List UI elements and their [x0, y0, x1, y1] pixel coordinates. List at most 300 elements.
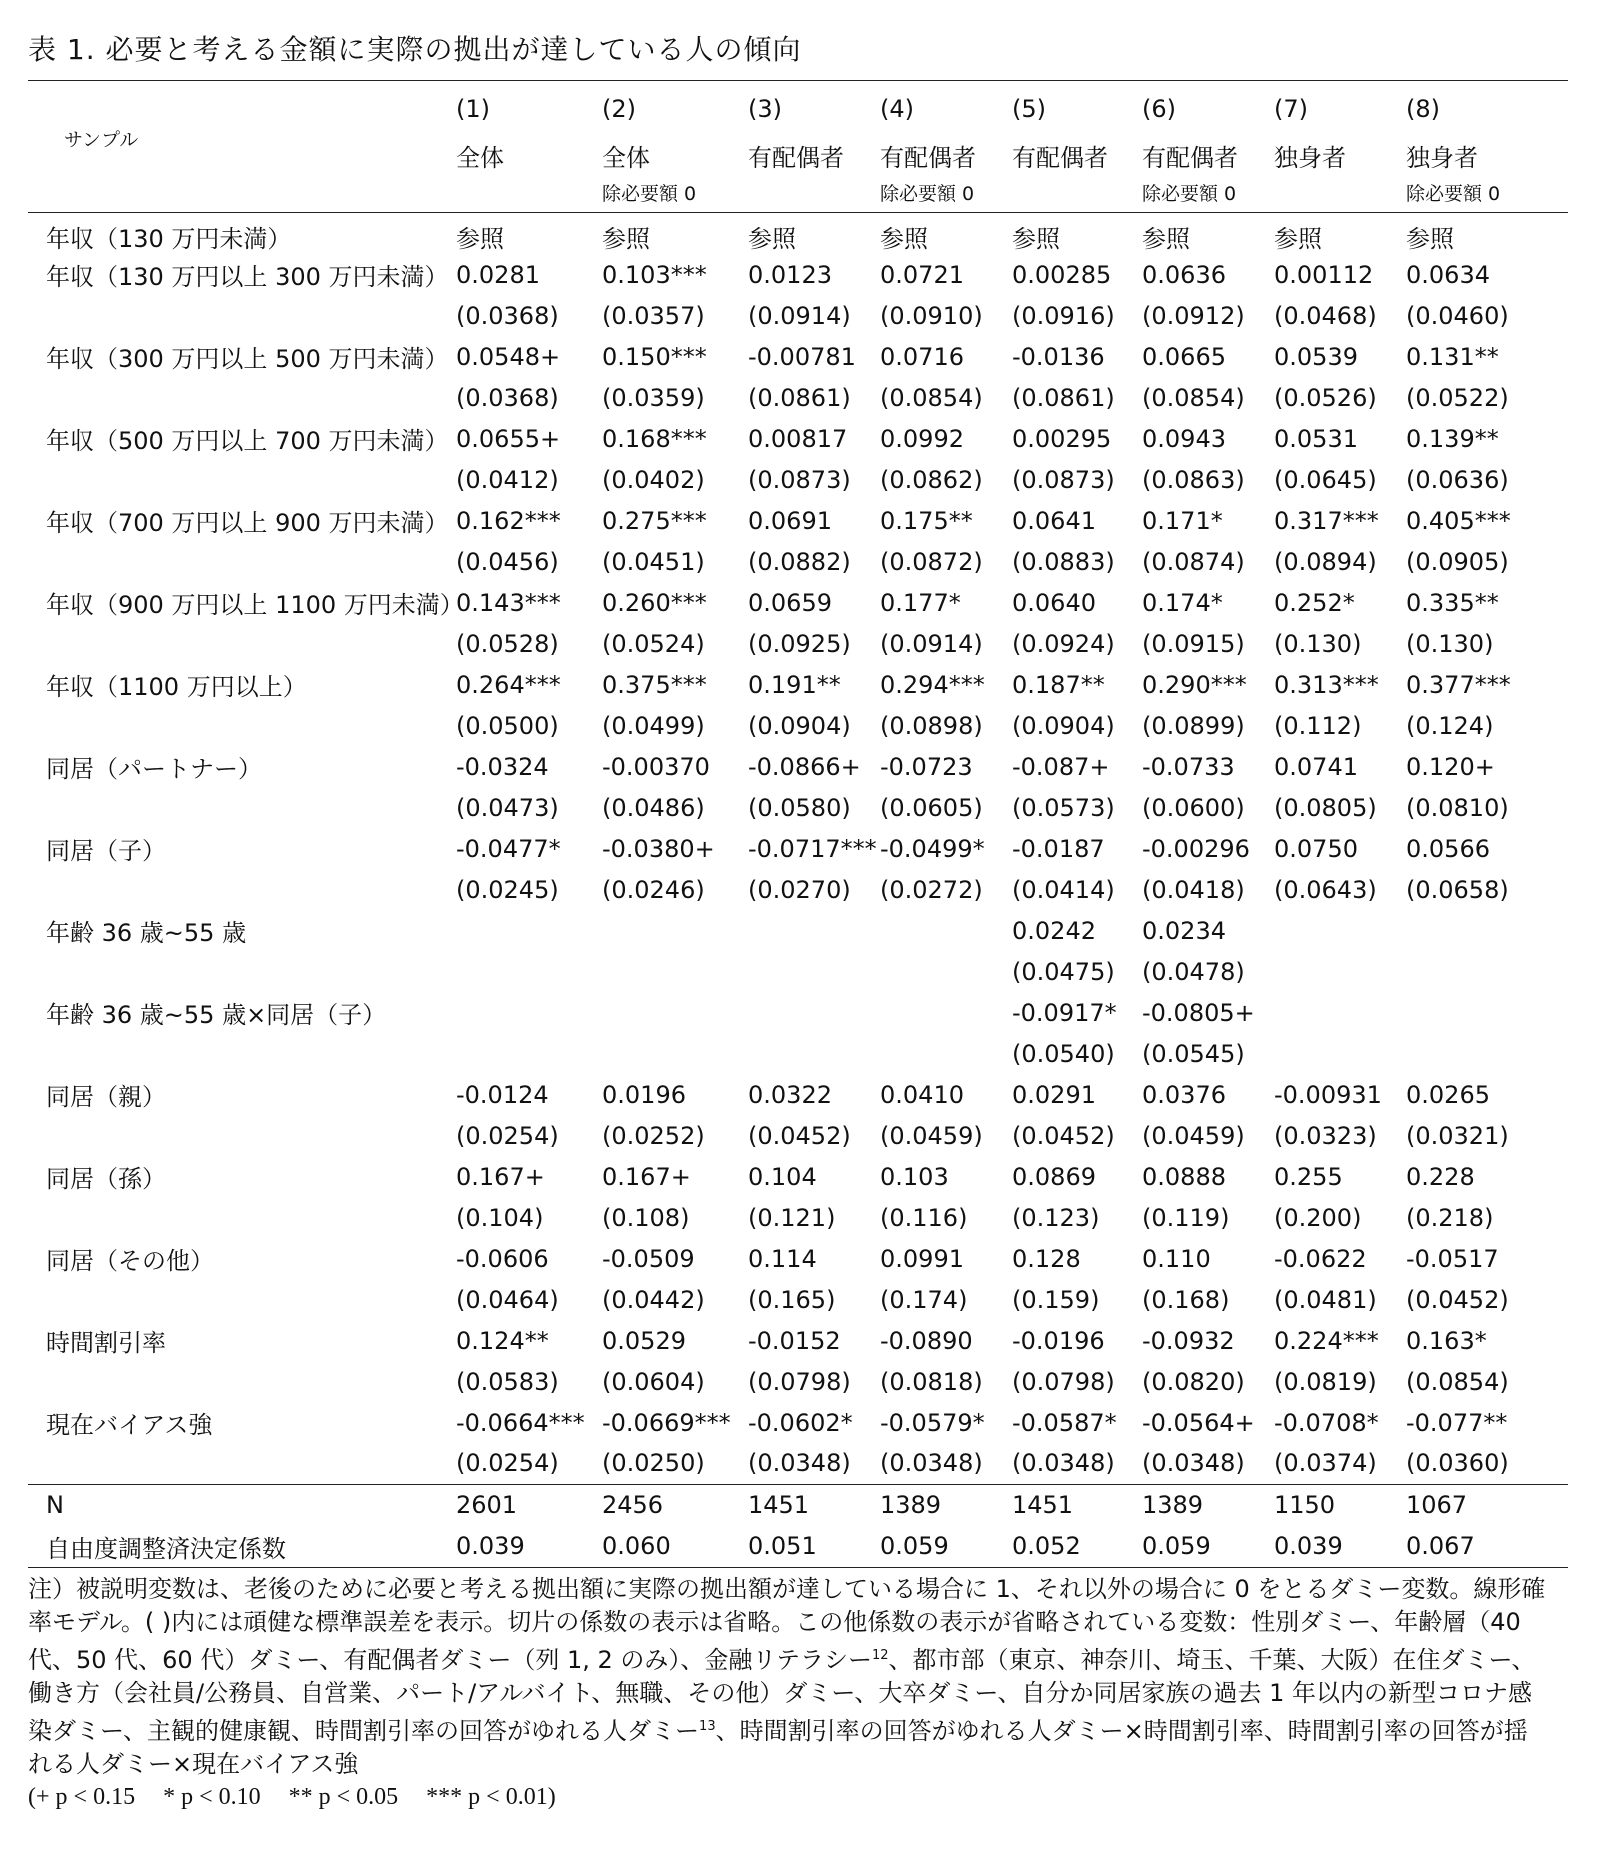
coef-cell: -0.0380+: [602, 834, 715, 863]
column-sub-label: [1012, 173, 1142, 213]
se-cell: [880, 1033, 1012, 1074]
stat-row: [28, 1484, 1568, 1526]
coef-cell: -0.0587*: [1012, 1408, 1117, 1437]
stat-cell: 0.067: [1406, 1526, 1568, 1568]
stat-cell: 1067: [1406, 1484, 1568, 1526]
se-cell: (0.200): [1274, 1203, 1362, 1232]
column-sub-label: [456, 173, 602, 213]
row-label: 同居（子）: [46, 837, 166, 865]
column-number: (3): [748, 81, 880, 124]
coef-cell: [456, 910, 602, 951]
se-cell: (0.0854): [1406, 1367, 1509, 1396]
column-sub-label: [748, 173, 880, 213]
se-cell: (0.0464): [456, 1285, 559, 1314]
se-cell: (0.168): [1142, 1285, 1230, 1314]
row-label: 時間割引率: [46, 1329, 166, 1357]
sample-label: サンプル: [64, 128, 139, 151]
footnote-ref: 12: [871, 1648, 889, 1663]
se-cell: (0.0818): [880, 1367, 983, 1396]
se-cell: [1274, 1033, 1406, 1074]
se-cell: [602, 951, 748, 992]
se-cell: (0.0600): [1142, 793, 1245, 822]
column-sample-label: 独身者: [1274, 144, 1346, 172]
coef-cell: 0.377***: [1406, 670, 1511, 699]
stat-cell: 1150: [1274, 1484, 1406, 1526]
se-cell: (0.0468): [1274, 301, 1377, 330]
coef-cell: 0.224***: [1274, 1326, 1379, 1355]
se-cell: (0.116): [880, 1203, 968, 1232]
coef-row: [28, 1320, 1568, 1361]
stat-cell: 1451: [1012, 1484, 1142, 1526]
se-cell: (0.0254): [456, 1121, 559, 1150]
coef-cell: -0.0517: [1406, 1244, 1499, 1273]
row-label: 年収（1100 万円以上）: [46, 673, 307, 701]
sig-level: ** p < 0.05: [288, 1784, 399, 1810]
se-cell: (0.0863): [1142, 465, 1245, 494]
column-number: (7): [1274, 81, 1406, 124]
se-cell: (0.123): [1012, 1203, 1100, 1232]
se-cell: (0.0526): [1274, 383, 1377, 412]
se-cell: (0.0499): [602, 711, 705, 740]
se-cell: (0.0486): [602, 793, 705, 822]
coef-cell: 0.0665: [1142, 342, 1226, 371]
coef-cell: [456, 992, 602, 1033]
regression-table: [28, 80, 1568, 1568]
coef-cell: [602, 910, 748, 951]
row-label-empty: [28, 1361, 456, 1402]
significance-legend: [28, 1781, 1548, 1814]
coef-cell: 0.00285: [1012, 260, 1112, 289]
se-row: [28, 541, 1568, 582]
coef-cell: -0.0602*: [748, 1408, 853, 1437]
coef-row: [28, 336, 1568, 377]
coef-cell: 0.252*: [1274, 588, 1355, 617]
stat-cell: 0.060: [602, 1526, 748, 1568]
coef-cell: 0.0716: [880, 342, 964, 371]
se-cell: (0.0481): [1274, 1285, 1377, 1314]
coef-cell: 0.162***: [456, 506, 561, 535]
se-cell: (0.0456): [456, 547, 559, 576]
se-row: [28, 787, 1568, 828]
coef-cell: -0.00296: [1142, 834, 1250, 863]
coef-cell: 0.0641: [1012, 506, 1096, 535]
stat-cell: 0.039: [1274, 1526, 1406, 1568]
row-label: 同居（その他）: [46, 1247, 214, 1275]
column-number: (8): [1406, 81, 1568, 124]
note-text: [28, 1573, 1548, 1781]
row-label-empty: [28, 1443, 456, 1484]
se-cell: (0.0904): [1012, 711, 1115, 740]
se-cell: (0.108): [602, 1203, 690, 1232]
coef-row: [28, 418, 1568, 459]
row-label: 同居（親）: [46, 1083, 166, 1111]
se-cell: (0.0882): [748, 547, 851, 576]
row-label: 年収（300 万円以上 500 万円未満）: [46, 345, 449, 373]
coef-cell: 0.0741: [1274, 752, 1358, 781]
se-cell: (0.0374): [1274, 1449, 1377, 1478]
se-cell: (0.0873): [1012, 465, 1115, 494]
coef-cell: 0.375***: [602, 670, 707, 699]
coef-cell: -0.0477*: [456, 834, 561, 863]
table-title: 表 1. 必要と考える金額に実際の拠出が達している人の傾向: [28, 33, 802, 66]
coef-cell: 0.0196: [602, 1080, 686, 1109]
se-cell: (0.0643): [1274, 875, 1377, 904]
table-note: [28, 1573, 1548, 1814]
se-cell: (0.0854): [880, 383, 983, 412]
coef-row: [28, 1074, 1568, 1115]
se-cell: (0.0805): [1274, 793, 1377, 822]
coef-cell: -0.0717***: [748, 834, 877, 863]
stat-cell: 1451: [748, 1484, 880, 1526]
se-cell: (0.0915): [1142, 629, 1245, 658]
se-cell: [880, 951, 1012, 992]
se-cell: (0.0819): [1274, 1367, 1377, 1396]
coef-cell: 0.171*: [1142, 506, 1223, 535]
coef-cell: 0.0659: [748, 588, 832, 617]
se-cell: (0.0820): [1142, 1367, 1245, 1396]
se-cell: (0.0412): [456, 465, 559, 494]
coef-cell: 0.128: [1012, 1244, 1081, 1273]
stat-cell: 0.059: [1142, 1526, 1274, 1568]
coef-cell: -0.0866+: [748, 752, 861, 781]
column-sample-label: 有配偶者: [880, 144, 976, 172]
se-cell: (0.0862): [880, 465, 983, 494]
coef-cell: 0.00295: [1012, 424, 1112, 453]
stat-cell: 0.051: [748, 1526, 880, 1568]
coef-cell: 0.103***: [602, 260, 707, 289]
coef-row: [28, 828, 1568, 869]
coef-cell: 0.228: [1406, 1162, 1475, 1191]
se-cell: [1406, 1033, 1568, 1074]
coef-cell: -0.0579*: [880, 1408, 985, 1437]
column-sample-label: 有配偶者: [748, 144, 844, 172]
se-cell: (0.0368): [456, 383, 559, 412]
coef-cell: -0.0124: [456, 1080, 549, 1109]
column-sample-label: 独身者: [1406, 144, 1478, 172]
se-cell: (0.0916): [1012, 301, 1115, 330]
se-cell: [1274, 951, 1406, 992]
coef-cell: 0.335**: [1406, 588, 1499, 617]
se-cell: (0.0872): [880, 547, 983, 576]
column-sample-label: 全体: [456, 144, 504, 172]
coef-cell: 0.150***: [602, 342, 707, 371]
row-label-empty: [28, 1197, 456, 1238]
coef-cell: 0.264***: [456, 670, 561, 699]
coef-cell: 0.0539: [1274, 342, 1358, 371]
coef-cell: 0.405***: [1406, 506, 1511, 535]
coef-cell: 0.0529: [602, 1326, 686, 1355]
coef-cell: 0.191**: [748, 670, 841, 699]
coef-cell: 0.139**: [1406, 424, 1499, 453]
row-label: 年収（130 万円以上 300 万円未満）: [46, 263, 449, 291]
stat-label: N: [28, 1484, 456, 1526]
coef-cell: -0.0622: [1274, 1244, 1367, 1273]
se-cell: (0.0451): [602, 547, 705, 576]
se-cell: (0.0459): [880, 1121, 983, 1150]
se-cell: (0.0798): [748, 1367, 851, 1396]
coef-row: [28, 992, 1568, 1033]
coef-cell: -0.0917*: [1012, 998, 1117, 1027]
stat-row: [28, 1526, 1568, 1568]
se-cell: [456, 1033, 602, 1074]
coef-cell: 0.0376: [1142, 1080, 1226, 1109]
se-cell: (0.0452): [748, 1121, 851, 1150]
se-cell: (0.124): [1406, 711, 1494, 740]
stat-cell: 2601: [456, 1484, 602, 1526]
stat-cell: 0.052: [1012, 1526, 1142, 1568]
se-cell: (0.0910): [880, 301, 983, 330]
coef-cell: -0.0805+: [1142, 998, 1255, 1027]
coef-cell: -0.0932: [1142, 1326, 1235, 1355]
se-cell: [456, 951, 602, 992]
table-body: [28, 213, 1568, 1568]
se-cell: (0.0348): [748, 1449, 851, 1478]
coef-row: [28, 254, 1568, 295]
row-label: 年収（900 万円以上 1100 万円未満）: [46, 591, 464, 619]
coef-cell: [880, 992, 1012, 1033]
coef-cell: -0.0196: [1012, 1326, 1105, 1355]
row-label-empty: [28, 951, 456, 992]
coef-cell: 0.0281: [456, 260, 540, 289]
coef-cell: -0.0324: [456, 752, 549, 781]
column-sub-label: 除必要額 0: [1142, 173, 1274, 213]
se-cell: (0.159): [1012, 1285, 1100, 1314]
coef-cell: 0.0410: [880, 1080, 964, 1109]
column-sample-label: 有配偶者: [1012, 144, 1108, 172]
coef-cell: -0.0664***: [456, 1408, 585, 1437]
se-cell: (0.0402): [602, 465, 705, 494]
column-sample-label: 全体: [602, 144, 650, 172]
se-row: [28, 1197, 1568, 1238]
se-cell: (0.0925): [748, 629, 851, 658]
coef-cell: 0.313***: [1274, 670, 1379, 699]
se-cell: (0.0321): [1406, 1121, 1509, 1150]
coef-row: [28, 664, 1568, 705]
coef-cell: 0.0566: [1406, 834, 1490, 863]
coef-cell: 0.0123: [748, 260, 832, 289]
se-cell: (0.0605): [880, 793, 983, 822]
coef-cell: -0.0509: [602, 1244, 695, 1273]
se-cell: (0.130): [1274, 629, 1362, 658]
coef-cell: 0.187**: [1012, 670, 1105, 699]
se-cell: (0.0861): [748, 383, 851, 412]
se-cell: (0.0452): [1406, 1285, 1509, 1314]
se-cell: (0.0883): [1012, 547, 1115, 576]
stat-cell: 0.039: [456, 1526, 602, 1568]
coef-cell: 0.255: [1274, 1162, 1343, 1191]
coef-cell: -0.0669***: [602, 1408, 731, 1437]
table-header: [28, 81, 1568, 213]
row-label-empty: [28, 459, 456, 500]
coef-cell: [1274, 992, 1406, 1033]
row-label-empty: [28, 869, 456, 910]
se-cell: (0.0459): [1142, 1121, 1245, 1150]
column-sub-label: 除必要額 0: [880, 173, 1012, 213]
coef-cell: 参照: [748, 225, 796, 253]
se-cell: (0.0914): [880, 629, 983, 658]
coef-cell: [1406, 910, 1568, 951]
se-cell: (0.0270): [748, 875, 851, 904]
se-cell: (0.0348): [880, 1449, 983, 1478]
coef-cell: 0.0242: [1012, 916, 1096, 945]
se-cell: (0.0522): [1406, 383, 1509, 412]
se-cell: [1406, 951, 1568, 992]
coef-cell: 参照: [1406, 225, 1454, 253]
se-cell: (0.0583): [456, 1367, 559, 1396]
se-cell: (0.0899): [1142, 711, 1245, 740]
coef-cell: 参照: [1012, 225, 1060, 253]
stat-label: 自由度調整済決定係数: [28, 1526, 456, 1568]
coef-cell: -0.00370: [602, 752, 710, 781]
se-cell: (0.0478): [1142, 957, 1245, 986]
coef-cell: [748, 910, 880, 951]
se-cell: (0.112): [1274, 711, 1362, 740]
header-label-row: [28, 123, 1568, 173]
row-label-empty: [28, 1033, 456, 1074]
coef-cell: 0.00112: [1274, 260, 1374, 289]
row-label: 現在バイアス強: [46, 1411, 213, 1439]
header-number-row: [28, 81, 1568, 124]
se-cell: (0.0475): [1012, 957, 1115, 986]
coef-cell: 0.0992: [880, 424, 964, 453]
coef-row: [28, 213, 1568, 255]
column-number: (1): [456, 81, 602, 124]
coef-cell: [748, 992, 880, 1033]
column-number: (2): [602, 81, 748, 124]
se-cell: (0.0360): [1406, 1449, 1509, 1478]
se-cell: (0.0905): [1406, 547, 1509, 576]
se-cell: (0.0604): [602, 1367, 705, 1396]
note-text-part: 、都市部（東京、神奈川、埼玉、千葉、大阪）在住ダミー、働き方（会社員/公務員、自営業、パート/アルバイト、無職、その他）ダミー、大卒ダミー、自分か同居家族の過去 1 年以内の新型コロナ感染ダミー、主観的健康観、時間割引率の回答がゆれる人ダミー: [28, 1646, 1536, 1745]
row-label: 年齢 36 歳~55 歳: [46, 919, 247, 947]
se-cell: (0.0912): [1142, 301, 1245, 330]
se-cell: (0.0904): [748, 711, 851, 740]
se-cell: (0.0658): [1406, 875, 1509, 904]
sig-level: (+ p < 0.15: [28, 1784, 136, 1810]
se-row: [28, 295, 1568, 336]
se-cell: (0.104): [456, 1203, 544, 1232]
footnote-ref: 13: [699, 1719, 716, 1734]
row-label-empty: [28, 787, 456, 828]
se-cell: (0.0368): [456, 301, 559, 330]
coef-cell: -0.077**: [1406, 1408, 1508, 1437]
header-corner: [28, 81, 456, 124]
coef-row: [28, 500, 1568, 541]
se-row: [28, 1115, 1568, 1156]
coef-cell: 0.0640: [1012, 588, 1096, 617]
coef-row: [28, 1156, 1568, 1197]
column-sub-label: 除必要額 0: [602, 173, 748, 213]
coef-row: [28, 746, 1568, 787]
se-cell: (0.0245): [456, 875, 559, 904]
stat-cell: 2456: [602, 1484, 748, 1526]
coef-cell: 0.0691: [748, 506, 832, 535]
se-cell: (0.0540): [1012, 1039, 1115, 1068]
se-row: [28, 1443, 1568, 1484]
coef-cell: 0.0322: [748, 1080, 832, 1109]
row-label-empty: [28, 705, 456, 746]
coef-cell: 0.110: [1142, 1244, 1211, 1273]
se-cell: [748, 1033, 880, 1074]
coef-cell: -0.0606: [456, 1244, 549, 1273]
coef-cell: -0.00781: [748, 342, 856, 371]
se-cell: (0.0798): [1012, 1367, 1115, 1396]
coef-cell: 0.317***: [1274, 506, 1379, 535]
note-text-part: 、時間割引率の回答がゆれる人ダミー×時間割引率、時間割引率の回答が揺れる人ダミー×現在バイアス強: [28, 1717, 1528, 1778]
row-label-empty: [28, 541, 456, 582]
coef-row: [28, 582, 1568, 623]
row-label: 年収（700 万円以上 900 万円未満）: [46, 509, 449, 537]
se-row: [28, 869, 1568, 910]
coef-cell: 0.0291: [1012, 1080, 1096, 1109]
coef-cell: 0.0548+: [456, 342, 561, 371]
coef-cell: 0.167+: [456, 1162, 545, 1191]
se-cell: (0.165): [748, 1285, 836, 1314]
coef-cell: 0.0634: [1406, 260, 1490, 289]
coef-cell: 0.124**: [456, 1326, 549, 1355]
se-cell: (0.0898): [880, 711, 983, 740]
stat-cell: 0.059: [880, 1526, 1012, 1568]
se-cell: (0.0246): [602, 875, 705, 904]
se-cell: (0.0442): [602, 1285, 705, 1314]
se-row: [28, 951, 1568, 992]
se-cell: (0.130): [1406, 629, 1494, 658]
coef-cell: 0.0888: [1142, 1162, 1226, 1191]
column-sub-label: [1274, 173, 1406, 213]
coef-cell: 0.175**: [880, 506, 973, 535]
coef-cell: -0.0733: [1142, 752, 1235, 781]
se-row: [28, 1279, 1568, 1320]
se-cell: (0.0645): [1274, 465, 1377, 494]
se-cell: (0.0500): [456, 711, 559, 740]
coef-cell: 0.0265: [1406, 1080, 1490, 1109]
coef-cell: -0.0708*: [1274, 1408, 1379, 1437]
coef-cell: 0.0943: [1142, 424, 1226, 453]
se-cell: (0.0348): [1012, 1449, 1115, 1478]
sample-label-cell: [28, 128, 456, 213]
coef-cell: 参照: [1142, 225, 1190, 253]
coef-cell: 0.0750: [1274, 834, 1358, 863]
row-label-empty: [28, 623, 456, 664]
coef-cell: -0.0152: [748, 1326, 841, 1355]
coef-row: [28, 910, 1568, 951]
column-number: (6): [1142, 81, 1274, 124]
coef-row: [28, 1402, 1568, 1443]
column-sample-label: 有配偶者: [1142, 144, 1238, 172]
coef-cell: 0.167+: [602, 1162, 691, 1191]
row-label: 同居（パートナー）: [46, 755, 262, 783]
se-cell: (0.0545): [1142, 1039, 1245, 1068]
row-label-empty: [28, 1115, 456, 1156]
coef-cell: 0.103: [880, 1162, 949, 1191]
coef-cell: 0.131**: [1406, 342, 1499, 371]
se-cell: (0.0254): [456, 1449, 559, 1478]
coef-cell: 0.174*: [1142, 588, 1223, 617]
se-cell: (0.0359): [602, 383, 705, 412]
row-label: 同居（孫）: [46, 1165, 166, 1193]
coef-cell: 0.163*: [1406, 1326, 1487, 1355]
se-cell: (0.218): [1406, 1203, 1494, 1232]
coef-cell: 参照: [456, 225, 504, 253]
se-cell: (0.0348): [1142, 1449, 1245, 1478]
header-sub-row: [28, 173, 1568, 213]
coef-cell: 0.0531: [1274, 424, 1358, 453]
se-cell: (0.174): [880, 1285, 968, 1314]
se-row: [28, 623, 1568, 664]
coef-cell: [602, 992, 748, 1033]
coef-cell: 0.0655+: [456, 424, 561, 453]
se-cell: (0.0924): [1012, 629, 1115, 658]
